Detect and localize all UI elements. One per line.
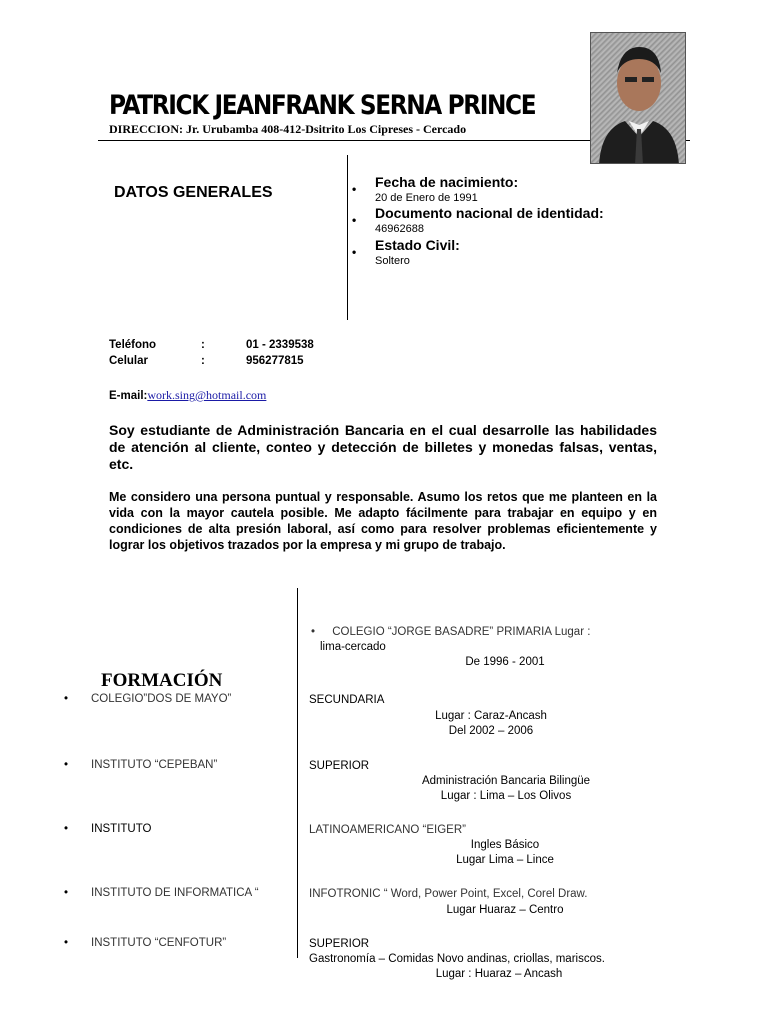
edu-institution: INSTITUTO “CENFOTUR” (91, 937, 227, 949)
bullet-icon: • (64, 887, 69, 899)
edu-entry-detail: Ingles Básico (470, 839, 540, 851)
bullet-icon: • (352, 213, 357, 227)
edu-entry-detail: Del 2002 – 2006 (448, 725, 534, 737)
mobile-value: 956277815 (246, 355, 304, 367)
edu-primaria-dates: De 1996 - 2001 (465, 656, 545, 668)
bullet-icon: • (64, 759, 69, 771)
edu-primaria-school: COLEGIO “JORGE BASADRE” PRIMARIA Lugar : (332, 626, 591, 638)
email-label: E-mail: (109, 390, 148, 402)
formacion-divider-vertical (297, 588, 298, 958)
edu-entry-left (64, 937, 227, 949)
phone-value: 01 - 2339538 (246, 339, 314, 351)
mobile-row (109, 355, 304, 367)
edu-primaria-line1 (309, 625, 590, 640)
bullet-icon: • (352, 182, 357, 196)
edu-primaria-location: lima-cercado (320, 641, 386, 653)
edu-entry-detail: Lugar : Lima – Los Olivos (440, 790, 572, 802)
mobile-label: Celular (109, 355, 148, 367)
separator: : (201, 355, 205, 367)
edu-institution: INSTITUTO “CEPEBAN” (91, 759, 218, 771)
portrait-image (591, 33, 686, 164)
profile-paragraph-1: Soy estudiante de Administración Bancaria en el cual desarrolle las habilidades de atención al cliente, conteo y detección de billetes y monedas falsas, ventas, etc. (109, 422, 657, 472)
section-title-formacion: FORMACIÓN (101, 670, 223, 691)
edu-entry-detail: Gastronomía – Comidas Novo andinas, criollas, mariscos. (309, 953, 605, 965)
bullet-icon: • (64, 693, 69, 705)
candidate-name: PATRICK JEANFRANK SERNA PRINCE (109, 90, 536, 121)
email-row (109, 388, 266, 403)
edu-institution: INSTITUTO DE INFORMATICA “ (91, 887, 259, 899)
edu-entry-level: LATINOAMERICANO “EIGER” (309, 824, 466, 836)
dg-value: Soltero (375, 255, 410, 267)
bullet-icon: • (352, 245, 357, 259)
bullet-icon: • (311, 626, 316, 638)
edu-institution: INSTITUTO (91, 823, 152, 835)
profile-photo (590, 32, 686, 164)
edu-entry-level: SUPERIOR (309, 938, 370, 950)
email-link[interactable]: work.sing@hotmail.com (147, 388, 267, 402)
dg-value: 46962688 (375, 223, 424, 235)
edu-entry-left (64, 887, 259, 899)
profile-paragraph-2: Me considero una persona puntual y responsable. Asumo los retos que me planteen en la vida con la mayor cautela posible. Me adapto fácilmente para trabajar en equipo y en condiciones de alta presión laboral, así como para resolver problemas eficientemente y lograr los objetivos trazados por la empresa y mi grupo de trabajo. (109, 490, 657, 552)
separator: : (201, 339, 205, 351)
edu-entry-left (64, 759, 218, 771)
edu-entry-detail: Administración Bancaria Bilingüe (421, 775, 591, 787)
address-line: DIRECCION: Jr. Urubamba 408-412-Dsitrito Los Cipreses - Cercado (109, 122, 467, 136)
dg-value: 20 de Enero de 1991 (375, 192, 478, 204)
phone-row (109, 339, 314, 351)
phone-label: Teléfono (109, 339, 157, 351)
section-title-datos-generales: DATOS GENERALES (114, 184, 273, 201)
section-divider-vertical (347, 155, 348, 320)
dg-item-dni (352, 205, 604, 235)
edu-entry-detail: Lugar Huaraz – Centro (446, 904, 564, 916)
edu-entry-level: SUPERIOR (309, 760, 370, 772)
edu-entry-detail: Lugar : Caraz-Ancash (435, 710, 547, 722)
dg-label: Documento nacional de identidad: (375, 205, 604, 221)
bullet-icon: • (64, 937, 69, 949)
edu-institution: COLEGIO”DOS DE MAYO” (91, 693, 232, 705)
dg-label: Fecha de nacimiento: (375, 174, 519, 190)
dg-label: Estado Civil: (375, 237, 460, 253)
edu-entry-level: SECUNDARIA (309, 694, 385, 706)
bullet-icon: • (64, 823, 69, 835)
edu-entry-level: INFOTRONIC “ Word, Power Point, Excel, Corel Draw. (309, 888, 588, 900)
edu-entry-detail: Lugar : Huaraz – Ancash (435, 968, 563, 980)
edu-entry-detail: Lugar Lima – Lince (456, 854, 554, 866)
edu-entry-left (64, 693, 232, 705)
dg-item-civil-status (352, 237, 460, 267)
edu-entry-left (64, 823, 152, 835)
dg-item-birthdate (352, 174, 519, 204)
